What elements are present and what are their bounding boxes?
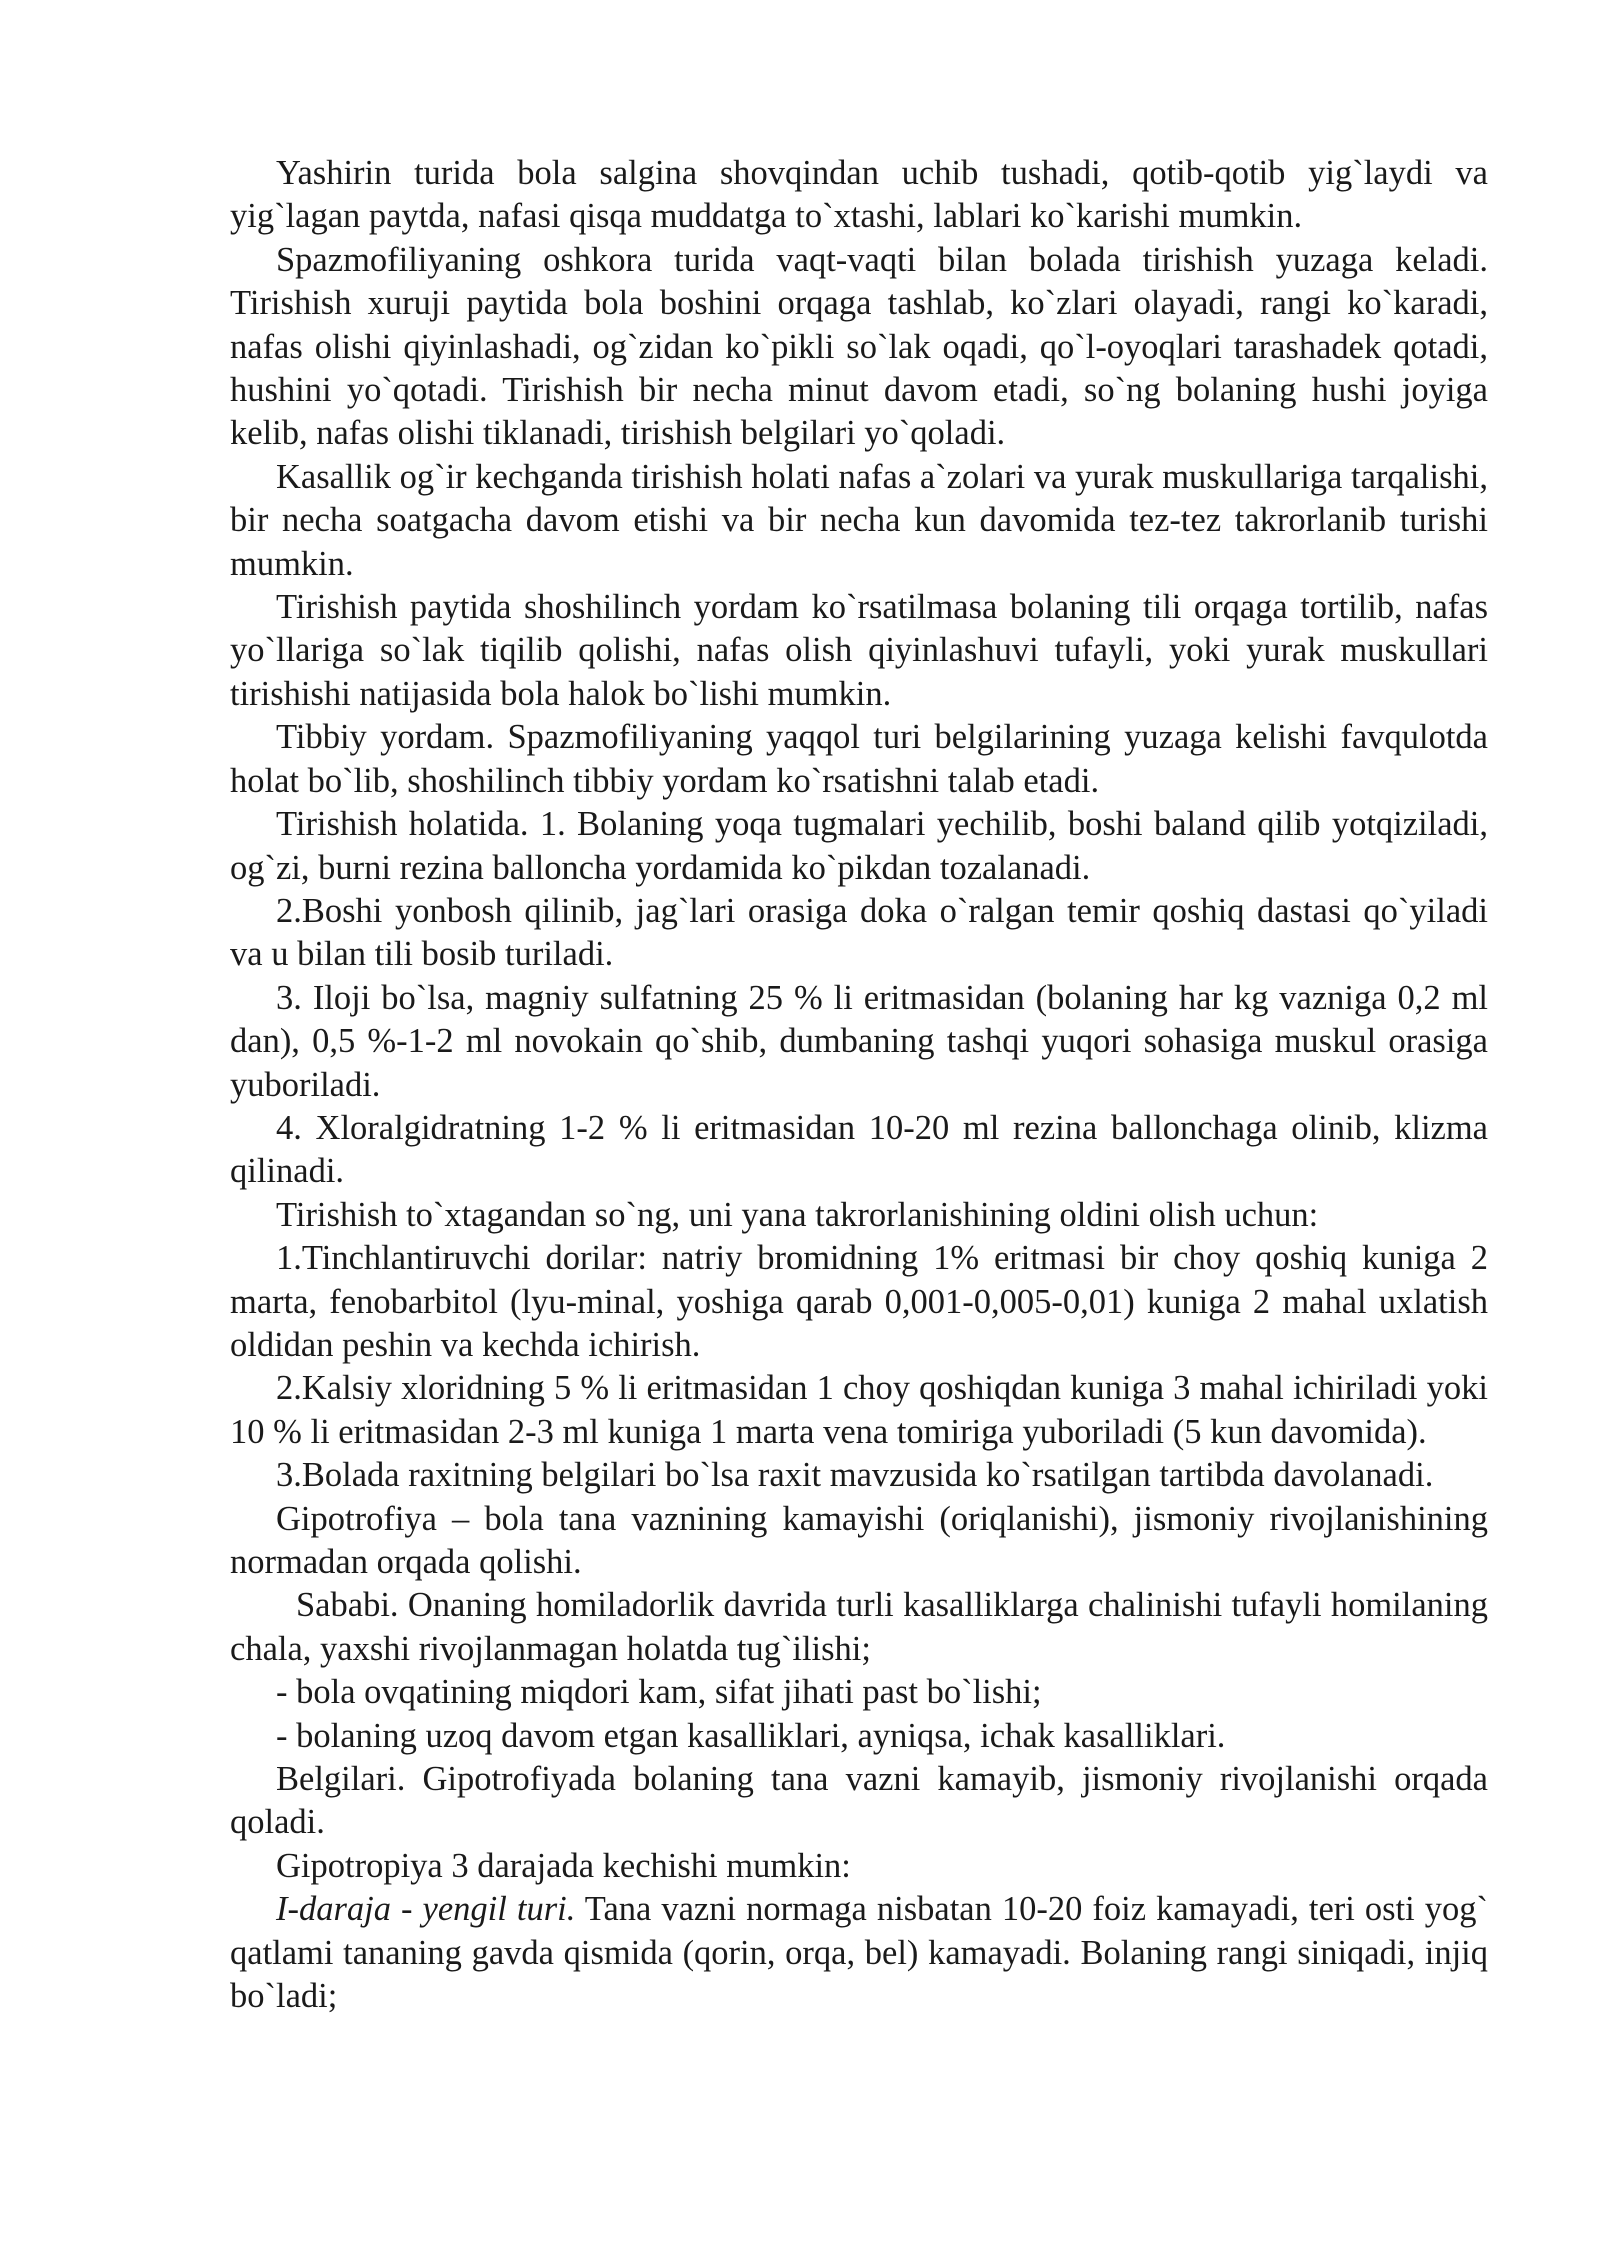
- paragraph-signs: Belgilari. Gipotrofiyada bolaning tana vazni kamayib, jismoniy rivojlanishi orqada qoladi.: [230, 1760, 1488, 1842]
- document-page: [230, 152, 1488, 2018]
- paragraph-prevention-intro: Tirishish to`xtagandan so`ng, uni yana takrorlanishining oldini olish uchun:: [276, 1195, 1319, 1234]
- paragraph-hidden-form: Yashirin turida bola salgina shovqindan uchib tushadi, qotib-qotib yig`laydi va yig`lagan paytda, nafasi qisqa muddatga to`xtashi, lablari ko`karishi mumkin.: [230, 154, 1488, 236]
- paragraph-step-2: 2.Boshi yonbosh qilinib, jag`lari orasiga doka o`ralgan temir qoshiq dastasi qo`yiladi va u bilan tili bosib turiladi.: [230, 891, 1488, 974]
- paragraph-prevention-3: 3.Bolada raxitning belgilari bo`lsa raxit mavzusida ko`rsatilgan tartibda davolanadi.: [276, 1456, 1434, 1495]
- degree-1-heading: I-daraja - yengil turi.: [276, 1890, 576, 1929]
- degree-1-text: Tana vazni normaga nisbatan 10-20 foiz kamayadi, teri osti yog` qatlami tananing gavda qismida (qorin, orqa, bel) kamayadi. Bolaning rangi siniqadi, injiq bo`ladi;: [230, 1890, 1488, 2016]
- paragraph-prevention-1: 1.Tinchlantiruvchi dorilar: natriy bromidning 1% eritmasi bir choy qoshiq kuniga 2 marta, fenobarbitol (lyu-minal, yoshiga qarab 0,001-0,005-0,01) kuniga 2 mahal uxlatish oldidan peshin va kechda ichirish.: [230, 1239, 1488, 1364]
- paragraph-emergency-risk: Tirishish paytida shoshilinch yordam ko`rsatilmasa bolaning tili orqaga tortilib, nafas yo`llariga so`lak tiqilib qolishi, nafas olish qiyinlashuvi tufayli, yoki yurak muskullari tirishishi natijasida bola halok bo`lishi mumkin.: [230, 588, 1488, 713]
- paragraph-overt-form: Spazmofiliyaning oshkora turida vaqt-vaqti bilan bolada tirishish yuzaga keladi. Tirishish xuruji paytida bola boshini orqaga tashlab, ko`zlari olayadi, rangi ko`karadi, nafas olishi qiyinlashadi, og`zidan ko`pikli so`lak oqadi, qo`l-oyoqlari tarashadek qotadi, hushini yo`qotadi. Tirishish bir necha minut davom etadi, so`ng bolaning hushi joyiga kelib, nafas olishi tiklanadi, tirishish belgilari yo`qoladi.: [230, 240, 1488, 453]
- paragraph-cause-nutrition: - bola ovqatining miqdori kam, sifat jihati past bo`lishi;: [276, 1673, 1042, 1712]
- paragraph-prevention-2: 2.Kalsiy xloridning 5 % li eritmasidan 1 choy qoshiqdan kuniga 3 mahal ichiriladi yoki 10 % li eritmasidan 2-3 ml kuniga 1 marta vena tomiriga yuboriladi (5 kun davomida).: [230, 1369, 1488, 1451]
- paragraph-step-4: 4. Xloralgidratning 1-2 % li eritmasidan 10-20 ml rezina ballonchaga olinib, klizma qilinadi.: [230, 1108, 1488, 1191]
- paragraph-degrees: Gipotropiya 3 darajada kechishi mumkin:: [276, 1846, 851, 1885]
- paragraph-causes: Sababi. Onaning homiladorlik davrida turli kasalliklarga chalinishi tufayli homilaning chala, yaxshi rivojlanmagan holatda tug`ilishi;: [230, 1586, 1488, 1668]
- paragraph-medical-aid: Tibbiy yordam. Spazmofiliyaning yaqqol turi belgilarining yuzaga kelishi favqulotda holat bo`lib, shoshilinch tibbiy yordam ko`rsatishni talab etadi.: [230, 718, 1488, 800]
- paragraph-step-1: Tirishish holatida. 1. Bolaning yoqa tugmalari yechilib, boshi baland qilib yotqiziladi, og`zi, burni rezina balloncha yordamida ko`pikdan tozalanadi.: [230, 805, 1488, 887]
- paragraph-severe-course: Kasallik og`ir kechganda tirishish holati nafas a`zolari va yurak muskullariga tarqalishi, bir necha soatgacha davom etishi va bir necha kun davomida tez-tez takrorlanib turishi mumkin.: [230, 457, 1488, 583]
- paragraph-cause-illness: - bolaning uzoq davom etgan kasalliklari, ayniqsa, ichak kasalliklari.: [276, 1716, 1226, 1755]
- paragraph-step-3: 3. Iloji bo`lsa, magniy sulfatning 25 % li eritmasidan (bolaning har kg vazniga 0,2 ml dan), 0,5 %-1-2 ml novokain qo`shib, dumbaning tashqi yuqori sohasiga muskul orasiga yuboriladi.: [230, 978, 1488, 1104]
- paragraph-hypotrophy-definition: Gipotrofiya – bola tana vaznining kamayishi (oriqlanishi), jismoniy rivojlanishining normadan orqada qolishi.: [230, 1499, 1488, 1581]
- paragraph-degree-1: [230, 1888, 1488, 2018]
